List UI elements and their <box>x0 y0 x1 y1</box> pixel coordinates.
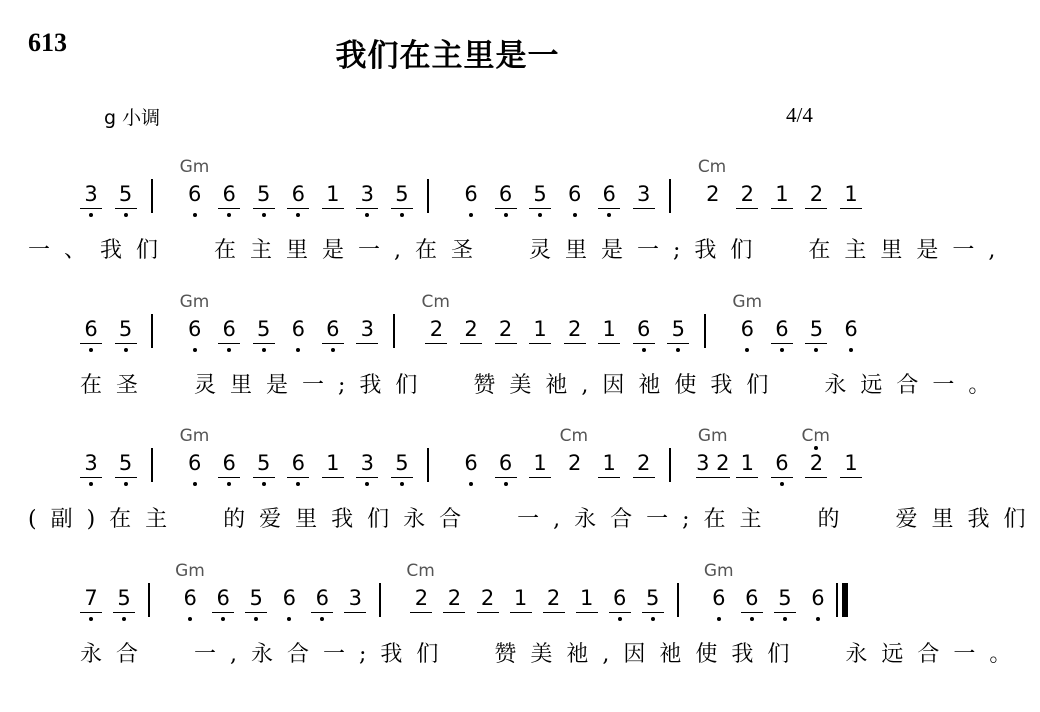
chord-symbol: Cm <box>559 426 589 446</box>
chord-symbol: Cm <box>421 292 450 312</box>
note: 1 <box>322 449 344 478</box>
low-octave-dot <box>221 617 225 621</box>
low-octave-dot <box>745 348 749 352</box>
barline <box>393 314 395 348</box>
low-octave-dot <box>262 213 266 217</box>
low-octave-dot <box>254 617 258 621</box>
barline <box>669 448 671 482</box>
low-octave-dot <box>227 482 231 486</box>
note: 6 <box>495 180 517 209</box>
low-octave-dot <box>780 348 784 352</box>
note: 6 <box>218 315 240 344</box>
note: 6 <box>807 584 829 612</box>
barline <box>148 583 150 617</box>
note: 3 <box>356 180 378 209</box>
note: 5 <box>529 180 551 209</box>
note: 5 <box>253 315 275 344</box>
note: 1 <box>322 180 344 209</box>
note: 2 <box>633 449 655 478</box>
note: 6 <box>609 584 631 613</box>
lyric-text: 一、我们 在主里是一,在圣 灵里是一;我们 在主里是一, <box>28 238 1010 263</box>
low-octave-dot <box>642 348 646 352</box>
final-barline <box>842 583 848 617</box>
low-octave-dot <box>89 482 93 486</box>
note: 3 2 <box>696 449 730 478</box>
note: 2 <box>543 584 565 613</box>
low-octave-dot <box>783 617 787 621</box>
low-octave-dot <box>122 617 126 621</box>
note: 3 <box>356 449 378 478</box>
chord-symbol: Gm <box>175 561 205 581</box>
low-octave-dot <box>504 482 508 486</box>
final-barline-thin <box>836 583 838 617</box>
note: 1 <box>510 584 532 613</box>
note: 2 <box>805 180 827 209</box>
barline <box>379 583 381 617</box>
note: 1 <box>529 315 551 344</box>
barline <box>151 179 153 213</box>
note: 5 <box>253 180 275 209</box>
note: 5 <box>805 315 827 344</box>
note: 1 <box>529 449 551 478</box>
note: 5 <box>113 584 135 613</box>
note: 3 <box>80 449 102 478</box>
note: 2 <box>495 315 517 344</box>
barline <box>151 314 153 348</box>
note: 5 <box>245 584 267 613</box>
note: 6 <box>218 449 240 478</box>
note: 2 <box>805 449 827 478</box>
note: 1 <box>736 449 758 478</box>
note: 6 <box>311 584 333 613</box>
low-octave-dot <box>780 482 784 486</box>
note: 1 <box>598 449 620 478</box>
low-octave-dot <box>124 348 128 352</box>
chord-symbol: Cm <box>801 426 830 446</box>
lyric-text: (副)在主 的爱里我们永合 一,永合一;在主 的 爱里我们 <box>28 507 1040 532</box>
chord-symbol: Gm <box>179 292 210 312</box>
low-octave-dot <box>296 213 300 217</box>
note: 6 <box>184 180 206 208</box>
low-octave-dot <box>296 348 300 352</box>
note: 2 <box>460 315 482 344</box>
time-signature: 4/4 <box>786 103 813 127</box>
barline <box>677 583 679 617</box>
barline <box>669 179 671 213</box>
low-octave-dot <box>89 617 93 621</box>
music-system <box>0 153 1010 273</box>
note: 6 <box>495 449 517 478</box>
low-octave-dot <box>504 213 508 217</box>
low-octave-dot <box>193 348 197 352</box>
lyric-text: 永合 一,永合一;我们 赞美祂,因祂使我们 永远合一。 <box>80 642 1026 667</box>
note: 7 <box>80 584 102 613</box>
barline <box>427 448 429 482</box>
note: 6 <box>736 315 758 343</box>
note: 5 <box>391 180 413 209</box>
chord-symbol: Gm <box>732 292 763 312</box>
note: 1 <box>840 180 862 209</box>
note: 5 <box>115 449 137 478</box>
low-octave-dot <box>193 213 197 217</box>
note: 5 <box>642 584 664 613</box>
note: 5 <box>667 315 689 344</box>
low-octave-dot <box>651 617 655 621</box>
low-octave-dot <box>262 348 266 352</box>
note: 2 <box>706 182 720 206</box>
low-octave-dot <box>400 482 404 486</box>
low-octave-dot <box>750 617 754 621</box>
low-octave-dot <box>320 617 324 621</box>
chord-symbol: Cm <box>406 561 435 581</box>
low-octave-dot <box>365 482 369 486</box>
music-system <box>0 422 1040 542</box>
low-octave-dot <box>89 213 93 217</box>
note: 1 <box>840 449 862 478</box>
note: 6 <box>322 315 344 344</box>
lyric-row <box>0 237 1010 267</box>
lyric-row <box>0 506 1040 536</box>
barline <box>704 314 706 348</box>
hymn-number: 613 <box>28 28 67 57</box>
music-system <box>0 557 1026 677</box>
note: 6 <box>564 180 586 208</box>
low-octave-dot <box>469 482 473 486</box>
low-octave-dot <box>227 348 231 352</box>
note: 6 <box>287 180 309 209</box>
notation-row <box>0 153 895 213</box>
chord-symbol: Gm <box>179 426 210 446</box>
lyric-row <box>0 372 1005 402</box>
low-octave-dot <box>89 348 93 352</box>
low-octave-dot <box>607 213 611 217</box>
note: 6 <box>708 584 730 612</box>
lyric-row <box>0 641 1026 671</box>
note: 6 <box>771 449 793 478</box>
barline <box>427 179 429 213</box>
low-octave-dot <box>618 617 622 621</box>
low-octave-dot <box>296 482 300 486</box>
note: 2 <box>567 451 582 475</box>
low-octave-dot <box>717 617 721 621</box>
lyric-text: 在圣 灵里是一;我们 赞美祂,因祂使我们 永远合一。 <box>80 373 1005 398</box>
key-signature: g 小调 <box>104 107 161 129</box>
low-octave-dot <box>227 213 231 217</box>
low-octave-dot <box>124 213 128 217</box>
note: 6 <box>741 584 763 613</box>
low-octave-dot <box>816 617 820 621</box>
low-octave-dot <box>814 348 818 352</box>
chord-symbol: Gm <box>697 426 728 446</box>
music-system <box>0 288 1005 408</box>
note: 3 <box>356 315 378 344</box>
note: 6 <box>460 180 482 208</box>
note: 2 <box>564 315 586 344</box>
note: 5 <box>115 180 137 209</box>
note: 6 <box>633 315 655 344</box>
low-octave-dot <box>676 348 680 352</box>
low-octave-dot <box>849 348 853 352</box>
note: 1 <box>576 584 598 613</box>
page-title: 我们在主里是一 <box>335 38 560 74</box>
note: 6 <box>212 584 234 613</box>
note: 6 <box>184 315 206 343</box>
note: 6 <box>278 584 300 612</box>
note: 5 <box>115 315 137 344</box>
note: 6 <box>287 449 309 478</box>
note: 6 <box>179 584 201 612</box>
high-octave-dot <box>814 446 818 450</box>
note: 6 <box>460 449 482 477</box>
note: 3 <box>80 180 102 209</box>
low-octave-dot <box>124 482 128 486</box>
low-octave-dot <box>331 348 335 352</box>
low-octave-dot <box>538 213 542 217</box>
note: 6 <box>287 315 309 343</box>
low-octave-dot <box>365 213 369 217</box>
note: 1 <box>771 180 793 209</box>
note: 1 <box>598 315 620 344</box>
low-octave-dot <box>400 213 404 217</box>
note: 6 <box>771 315 793 344</box>
notation-row <box>0 422 895 482</box>
low-octave-dot <box>193 482 197 486</box>
notation-row <box>0 288 895 348</box>
note: 6 <box>598 180 620 209</box>
chord-symbol: Gm <box>179 157 210 177</box>
note: 3 <box>633 180 655 209</box>
note: 3 <box>344 584 366 613</box>
note: 6 <box>80 315 102 344</box>
note: 6 <box>840 315 862 343</box>
low-octave-dot <box>262 482 266 486</box>
note: 2 <box>736 180 758 209</box>
notation-row <box>0 557 895 617</box>
note: 2 <box>477 584 499 613</box>
note: 2 <box>425 315 447 344</box>
note: 5 <box>774 584 796 613</box>
note: 5 <box>391 449 413 478</box>
low-octave-dot <box>188 617 192 621</box>
low-octave-dot <box>287 617 291 621</box>
note: 2 <box>410 584 432 613</box>
low-octave-dot <box>573 213 577 217</box>
chord-symbol: Cm <box>697 157 727 177</box>
barline <box>151 448 153 482</box>
note: 2 <box>443 584 465 613</box>
chord-symbol: Gm <box>703 561 734 581</box>
note: 6 <box>218 180 240 209</box>
low-octave-dot <box>469 213 473 217</box>
note: 6 <box>184 449 206 477</box>
note: 5 <box>253 449 275 478</box>
